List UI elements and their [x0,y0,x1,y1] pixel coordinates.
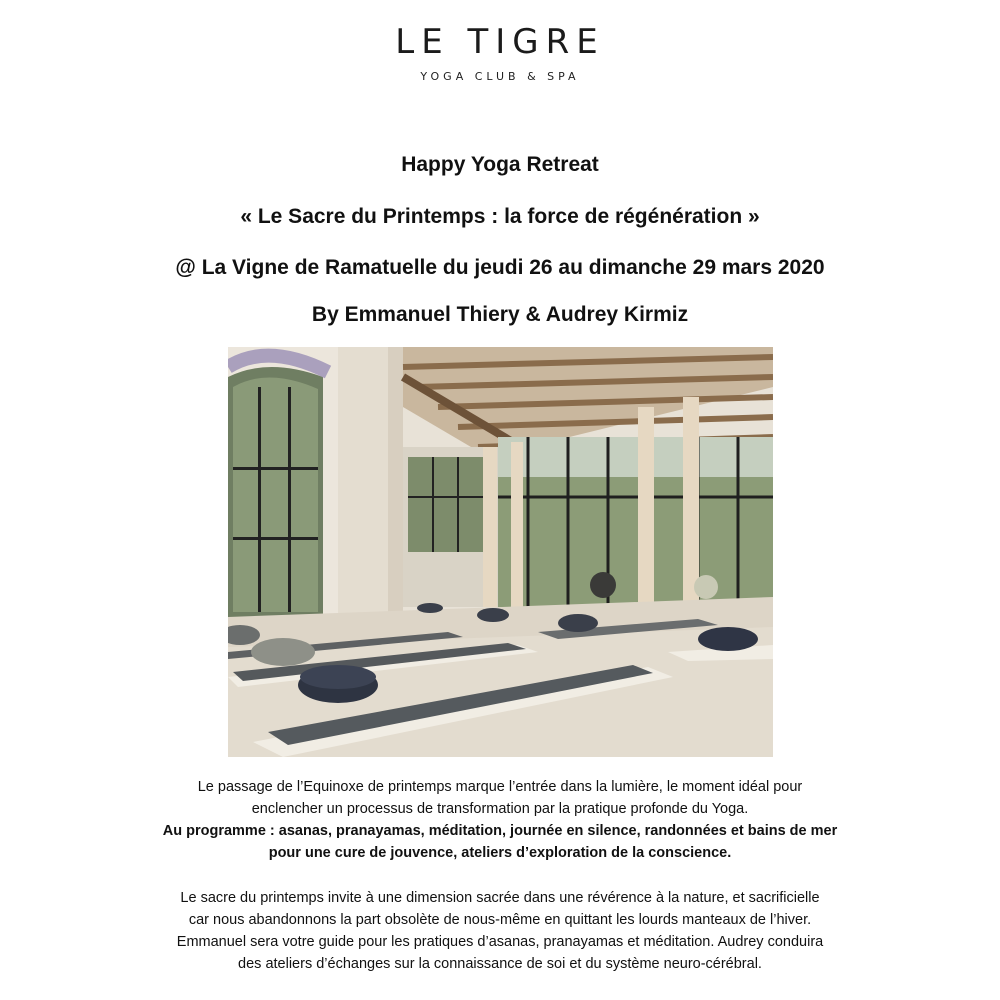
description-line-2: car nous abandonnons la part obsolète de nous-même en quittant les lourds manteaux de l’hiver. [188,912,812,928]
program-line-2: pour une cure de jouvence, ateliers d’exploration de la conscience. [268,845,732,861]
heading-subtitle: « Le Sacre du Printemps : la force de régénération » [240,205,760,228]
heading-title: Happy Yoga Retreat [401,153,599,176]
intro-line-2: enclencher un processus de transformation par la pratique profonde du Yoga. [251,801,749,817]
intro-paragraph [40,776,960,864]
heading-authors: By Emmanuel Thiery & Audrey Kirmiz [311,303,689,326]
heading-location-dates: @ La Vigne de Ramatuelle du jeudi 26 au dimanche 29 mars 2020 [175,256,825,279]
description-line-4: des ateliers d’échanges sur la connaissance de soi et du système neuro-cérébral. [238,956,762,972]
description-line-1: Le sacre du printemps invite à une dimension sacrée dans une révérence à la nature, et sacrificielle [180,890,820,906]
logo [0,22,1000,83]
intro-line-1: Le passage de l’Equinoxe de printemps marque l’entrée dans la lumière, le moment idéal pour [197,779,803,795]
yoga-studio-photo [228,347,773,757]
description-paragraph [40,887,960,975]
logo-tagline: YOGA CLUB & SPA [420,70,580,83]
logo-name: LE TIGRE [395,22,605,62]
description-line-3: Emmanuel sera votre guide pour les pratiques d’asanas, pranayamas et méditation. Audrey conduira [176,934,824,950]
program-line-1: Au programme : asanas, pranayamas, méditation, journée en silence, randonnées et bains de mer [162,823,838,839]
